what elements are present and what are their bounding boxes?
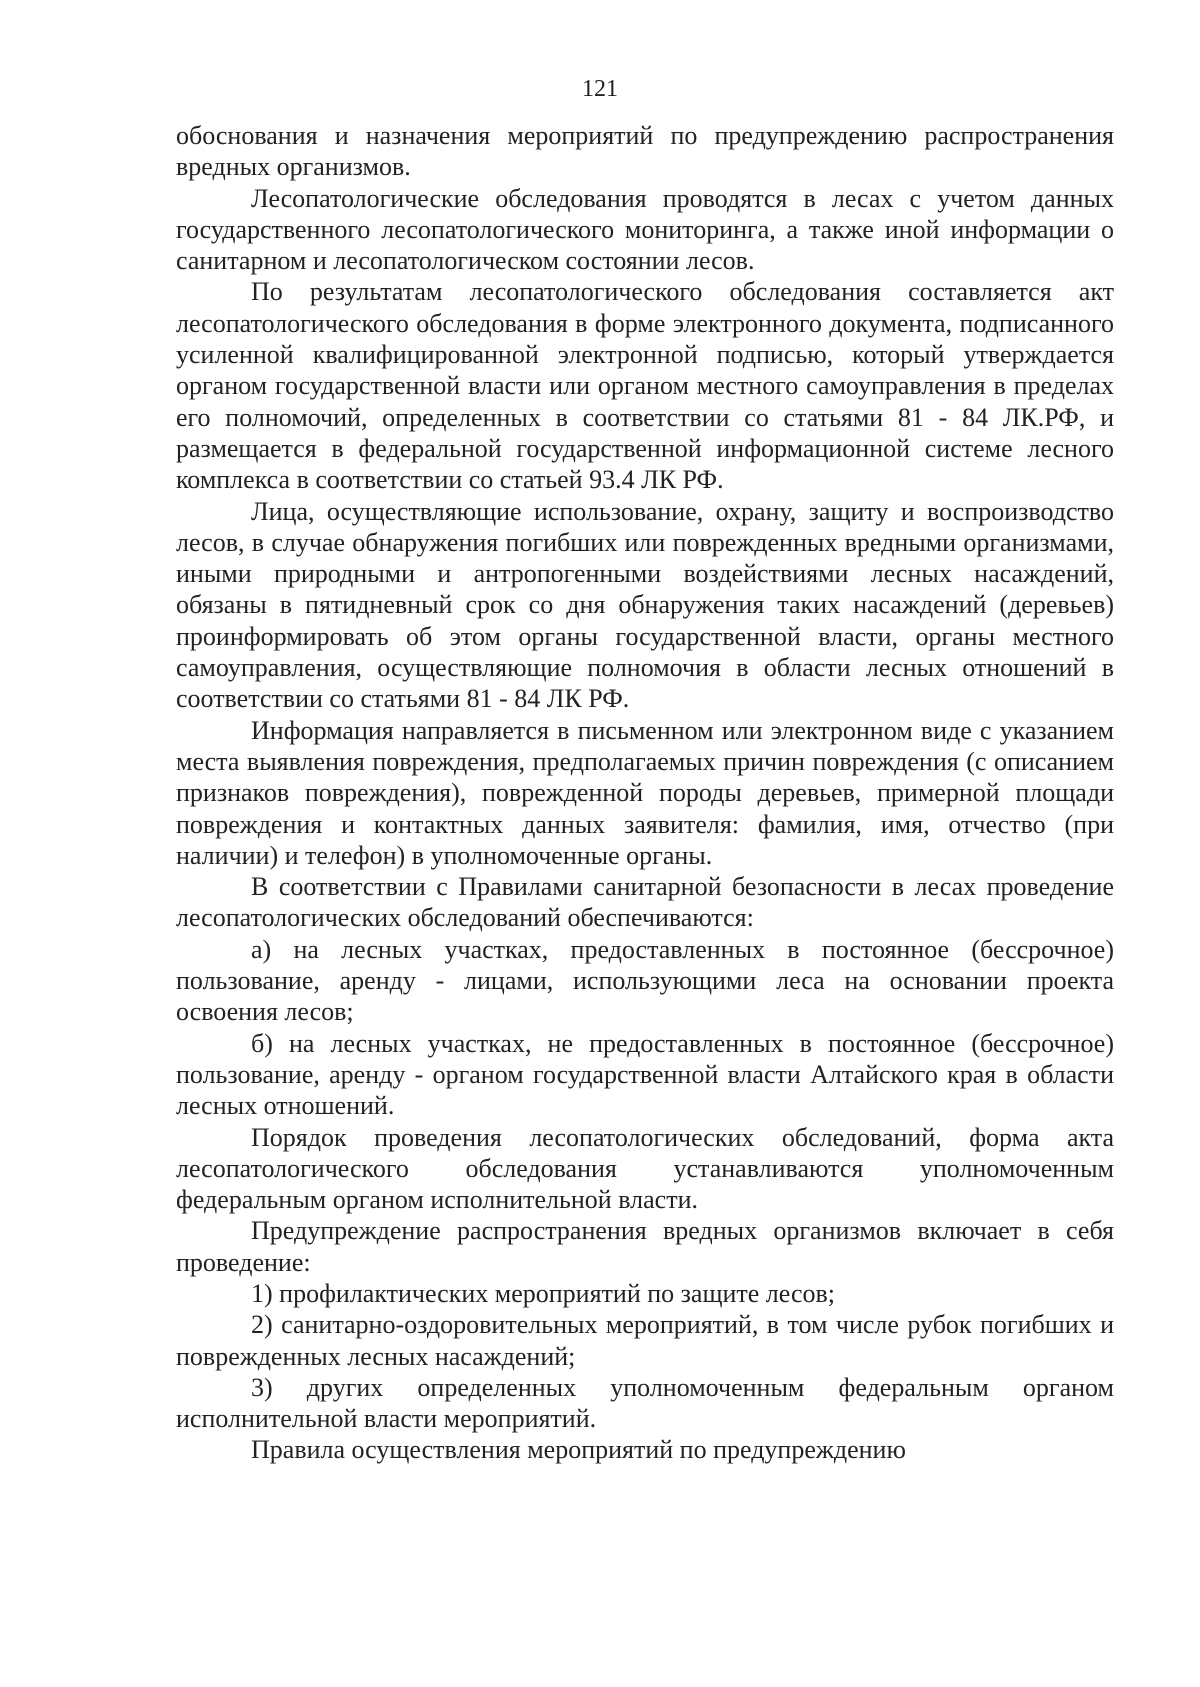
paragraph: Порядок проведения лесопатологических обследований, форма акта лесопатологического обследования устанавливаются уполномоченным федеральным органом исполнительной власти. [176, 1122, 1114, 1215]
body-text [176, 120, 1114, 1466]
paragraph: б) на лесных участках, не предоставленных в постоянное (бессрочное) пользование, аренду - органом государственной власти Алтайского края в области лесных отношений. [176, 1028, 1114, 1121]
paragraph: Лесопатологические обследования проводятся в лесах с учетом данных государственного лесопатологического мониторинга, а также иной информации о санитарном и лесопатологическом состоянии лесов. [176, 183, 1114, 276]
paragraph: По результатам лесопатологического обследования составляется акт лесопатологического обследования в форме электронного документа, подписанного усиленной квалифицированной электронной подписью, который утверждается органом государственной власти или органом местного самоуправления в пределах его полномочий, определенных в соответствии со статьями 81 - 84 ЛК.РФ, и размещается в федеральной государственной информационной системе лесного комплекса в соответствии со статьей 93.4 ЛК РФ. [176, 277, 1114, 495]
paragraph: Предупреждение распространения вредных организмов включает в себя проведение: [176, 1216, 1114, 1277]
paragraph: 2) санитарно-оздоровительных мероприятий, в том числе рубок погибших и поврежденных лесных насаждений; [176, 1310, 1114, 1371]
paragraph: Информация направляется в письменном или электронном виде с указанием места выявления повреждения, предполагаемых причин повреждения (с описанием признаков повреждения), поврежденной породы деревьев, примерной площади повреждения и контактных данных заявителя: фамилия, имя, отчество (при наличии) и телефон) в уполномоченные органы. [176, 715, 1114, 870]
paragraph: а) на лесных участках, предоставленных в постоянное (бессрочное) пользование, аренду - лицами, использующими леса на основании проекта освоения лесов; [176, 934, 1114, 1027]
paragraph: обоснования и назначения мероприятий по предупреждению распространения вредных организмов. [176, 121, 1114, 182]
paragraph: Лица, осуществляющие использование, охрану, защиту и воспроизводство лесов, в случае обнаружения погибших или поврежденных вредными организмами, иными природными и антропогенными воздействиями лесных насаждений, обязаны в пятидневный срок со дня обнаружения таких насаждений (деревьев) проинформировать об этом органы государственной власти, органы местного самоуправления, осуществляющие полномочия в области лесных отношений в соответствии со статьями 81 - 84 ЛК РФ. [176, 496, 1114, 714]
paragraph: В соответствии с Правилами санитарной безопасности в лесах проведение лесопатологических обследований обеспечиваются: [176, 872, 1114, 933]
paragraph: 1) профилактических мероприятий по защите лесов; [251, 1278, 835, 1308]
paragraph: 3) других определенных уполномоченным федеральным органом исполнительной власти мероприятий. [176, 1372, 1114, 1434]
paragraph: Правила осуществления мероприятий по предупреждению [251, 1435, 906, 1465]
page-number: 121 [582, 76, 618, 102]
